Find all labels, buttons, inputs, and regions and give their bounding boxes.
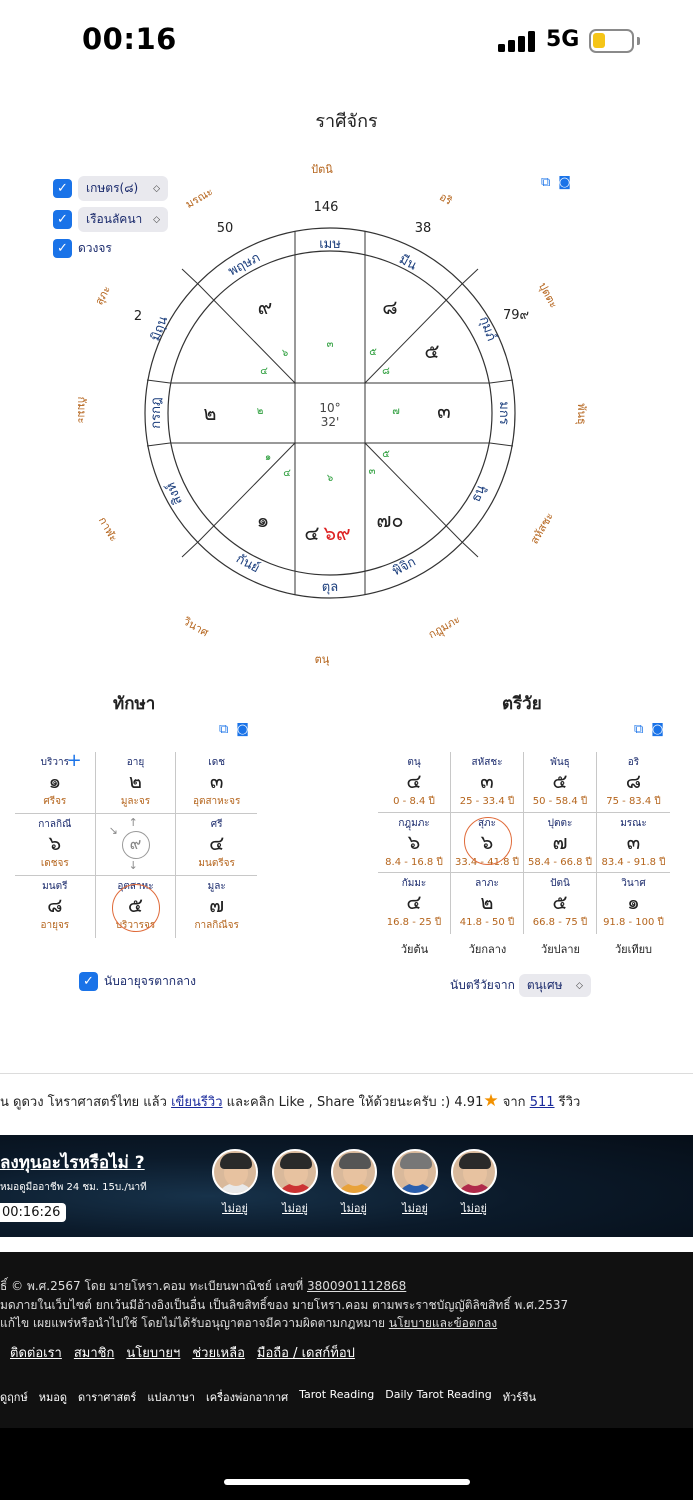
triwai-cell-num: ๑	[627, 890, 640, 915]
taksa-cell	[176, 876, 257, 938]
triwai-cell-sub: 41.8 - 50 ปี	[459, 917, 515, 929]
footer-nav-contact[interactable]: ติดต่อเรา	[10, 1346, 62, 1361]
banner-timer: 00:16:26	[0, 1203, 66, 1222]
outer-label-tanu: ตนุ	[314, 653, 330, 666]
triwai-cell-name: อริ	[627, 757, 640, 768]
plus-icon[interactable]: +	[66, 750, 82, 771]
taksa-cell-sub: บริวารจร	[115, 920, 156, 931]
green-num-2: ๖	[281, 348, 289, 359]
outer-label-kadumpha: กฎุมภะ	[426, 612, 463, 642]
avatar-status: ไม่อยู่	[461, 1202, 487, 1215]
green-num-12: ๕	[382, 449, 390, 460]
triwai-cell	[378, 873, 451, 934]
taksa-cell-name: มูละ	[207, 881, 226, 892]
sign-kanya: กันย์	[233, 551, 262, 577]
taksa-checkbox-row	[79, 972, 196, 991]
triwai-cell	[524, 752, 597, 813]
avatar-status: ไม่อยู่	[282, 1202, 308, 1215]
sign-kumph: กุมภ์	[475, 314, 499, 344]
fortune-teller-4[interactable]	[390, 1149, 440, 1217]
triwai-cell	[451, 813, 524, 874]
outer-number-5: 50	[216, 221, 234, 236]
outer-number-2: 38	[414, 221, 432, 236]
divider	[0, 1073, 693, 1074]
avatar	[272, 1149, 318, 1195]
triwai-count-row	[450, 974, 591, 997]
external-link-icon[interactable]: ⧉	[219, 722, 229, 737]
planet-right: ๓	[437, 399, 451, 423]
triwai-cell-name: ปัตนิ	[550, 878, 570, 890]
taksa-cell-sub: อายุจร	[40, 920, 70, 931]
fortune-teller-3[interactable]	[329, 1149, 379, 1217]
triwai-cell-name: กฎุมภะ	[398, 817, 430, 829]
triwai-cell-num: ๕	[552, 769, 568, 793]
review-text-post: รีวิว	[558, 1095, 581, 1110]
taksa-cell-num: ๙	[129, 834, 142, 853]
review-line	[0, 1091, 693, 1112]
triwai-title: ตรีวัย	[502, 694, 542, 714]
chevron-updown-icon: ◇	[575, 980, 583, 991]
planet-top-right-sub: ๕	[424, 339, 440, 363]
triwai-count-label: นับตรีวัยจาก	[450, 978, 515, 992]
outer-label-supha: สุภะ	[92, 283, 114, 308]
triwai-cell-name: ปุตตะ	[547, 817, 573, 829]
taksa-cell-num: ๘	[47, 893, 63, 917]
outer-label-pattani: ปัตนิ	[311, 163, 333, 176]
outer-number-1: 146	[313, 200, 339, 215]
triwai-cell-sub: 25 - 33.4 ปี	[459, 796, 515, 807]
checkbox-2[interactable]: ✓	[53, 210, 72, 229]
taksa-cell	[176, 752, 257, 814]
footer-links	[0, 1388, 536, 1406]
triwai-cell-sub: 33.4 - 41.8 ปี	[454, 856, 520, 868]
avatar-status: ไม่อยู่	[222, 1202, 248, 1215]
fortune-teller-2[interactable]	[270, 1149, 320, 1217]
footer	[0, 1252, 693, 1428]
triwai-cell-num: ๓	[480, 769, 494, 793]
green-num-5: ๘	[382, 366, 390, 377]
outer-label-marana: มรณะ	[183, 185, 216, 211]
footer-link[interactable]: ดูฤกษ์	[0, 1391, 28, 1404]
triwai-cell-name: สหัสชะ	[471, 757, 503, 768]
avatar-status: ไม่อยู่	[402, 1202, 428, 1215]
fortune-teller-1[interactable]	[210, 1149, 260, 1217]
sign-mithun: มิถุน	[148, 314, 172, 344]
footer-link[interactable]: ทัวร์จีน	[502, 1391, 536, 1404]
sign-singh: สิงห์	[163, 479, 186, 507]
review-rating: 4.91	[454, 1095, 484, 1110]
triwai-cell-num: ๖	[480, 829, 494, 854]
review-text-from: จาก	[502, 1095, 526, 1110]
rasi-chart	[0, 0, 693, 690]
taksa-cell-sub: ศรีจร	[43, 796, 67, 807]
taksa-cell-num: ๒	[128, 769, 143, 793]
outer-label-winat: วินาศ	[180, 614, 211, 640]
triwai-cell-num: ๔	[406, 890, 422, 915]
triwai-cell-num: ๗	[552, 829, 568, 854]
fortune-teller-5[interactable]	[449, 1149, 499, 1217]
footer-copyright-text: ธิ์ © พ.ศ.2567 โดย มายโหรา.คอม ทะเบียนพาณิชย์ เลขที่	[0, 1279, 304, 1293]
triwai-cell-num: ๒	[480, 890, 494, 915]
checkbox-3-label: ดวงจร	[78, 241, 112, 255]
checkbox-1[interactable]: ✓	[53, 179, 72, 198]
sign-pruksap: พฤษภ	[226, 250, 263, 280]
camera-icon[interactable]: ◙	[236, 722, 249, 737]
planet-top-left: ๙	[257, 295, 273, 319]
banner-subtitle: หมอดูมืออาชีพ 24 ชม. 15บ./นาที	[0, 1182, 147, 1193]
triwai-cell-name: ตนุ	[407, 757, 421, 768]
outer-label-kala: กาฬะ	[95, 514, 121, 544]
taksa-grid	[15, 752, 257, 938]
triwai-cell-sub: 8.4 - 16.8 ปี	[385, 856, 443, 868]
taksa-cell	[96, 752, 177, 814]
triwai-cell-sub: 50 - 58.4 ปี	[532, 796, 588, 807]
camera-icon[interactable]: ◙	[651, 722, 664, 737]
footer-nav-mobile[interactable]: มือถือ / เดสก์ท็อป	[256, 1346, 355, 1361]
sign-mesh: เมษ	[319, 237, 341, 252]
sign-meen: มีน	[396, 252, 419, 274]
green-num-6: ๒	[256, 406, 264, 417]
triwai-cell-name: กัมมะ	[401, 878, 427, 890]
green-num-4: ๕	[369, 347, 377, 358]
taksa-cell-num: ๔	[209, 831, 225, 855]
bottom-strip	[0, 1428, 693, 1500]
triwai-grid	[378, 752, 670, 934]
footer-license: มดภายในเว็บไซต์ ยกเว้นมีอ้างอิงเป็นอื่น เป็นลิขสิทธิ์ของ มายโหรา.คอม ตามพระราชบัญญัติลิขสิทธิ์ พ.ศ.2537	[0, 1298, 569, 1312]
taksa-cell-name: ศรี	[210, 819, 223, 830]
external-link-icon[interactable]: ⧉	[541, 175, 551, 190]
green-num-9: ๔	[283, 468, 291, 479]
fortune-teller-banner[interactable]	[0, 1135, 693, 1237]
taksa-checkbox[interactable]: ✓	[79, 972, 98, 991]
avatar-status: ไม่อยู่	[341, 1202, 367, 1215]
triwai-cell-name: สุภะ	[477, 817, 497, 829]
sign-karakot: กรกฎ	[149, 397, 164, 429]
taksa-cell-num: ๑	[48, 769, 62, 793]
footer-link[interactable]: เครื่องพ่อกอากาศ	[206, 1391, 289, 1404]
taksa-cell	[15, 876, 96, 938]
center-minute: 32'	[320, 415, 340, 429]
taksa-cell-name: อายุ	[126, 757, 145, 768]
taksa-tools	[219, 722, 249, 737]
chevron-updown-icon: ◇	[153, 214, 160, 225]
taksa-cell-sub: อุตสาหะจร	[192, 796, 241, 807]
footer-nav-help[interactable]: ช่วยเหลือ	[192, 1346, 245, 1361]
highlight-circle	[112, 884, 160, 932]
camera-icon[interactable]: ◙	[558, 175, 571, 190]
triwai-cell	[378, 813, 451, 874]
outer-label-kamma: กัมมะ	[75, 396, 88, 424]
taksa-cell-name: มนตรี	[42, 881, 68, 892]
triwai-cell	[524, 873, 597, 934]
triwai-cell-sub: 83.4 - 91.8 ปี	[601, 856, 666, 868]
triwai-cell-sub: 91.8 - 100 ปี	[603, 917, 664, 929]
taksa-cell	[15, 752, 96, 814]
triwai-column-label: วัยกลาง	[468, 943, 507, 956]
avatar	[212, 1149, 258, 1195]
footer-nav-policy[interactable]: นโยบายฯ	[126, 1346, 181, 1361]
star-icon: ★	[483, 1091, 499, 1111]
triwai-cell-num: ๓	[626, 829, 641, 854]
center-circle	[122, 831, 150, 859]
arrow-down-icon: ↓	[128, 859, 138, 872]
avatar	[331, 1149, 377, 1195]
triwai-cell-num: ๖	[407, 829, 421, 854]
triwai-column-label: วัยปลาย	[541, 943, 580, 956]
planet-bottom-center-a: ๔	[304, 521, 320, 545]
footer-terms	[0, 1314, 497, 1333]
review-text-mid: และคลิก Like , Share ให้ด้วยนะครับ :)	[226, 1095, 451, 1110]
taksa-cell-num: ๗	[209, 893, 225, 917]
planet-bottom-center-b: ๖๙	[323, 521, 351, 545]
avatar	[451, 1149, 497, 1195]
taksa-cell	[15, 814, 96, 876]
write-review-link[interactable]: เขียนรีวิว	[171, 1095, 223, 1110]
triwai-cell	[597, 813, 670, 874]
triwai-columns	[378, 940, 670, 958]
green-num-8: ๑	[264, 452, 272, 463]
taksa-cell-name: เดช	[208, 757, 225, 768]
footer-link[interactable]: Tarot Reading	[299, 1388, 375, 1401]
triwai-cell-sub: 75 - 83.4 ปี	[606, 796, 661, 807]
taksa-center-cell	[96, 814, 177, 876]
triwai-cell	[451, 873, 524, 934]
external-link-icon[interactable]: ⧉	[634, 722, 644, 737]
footer-terms-text: แก้ไข เผยแพร่หรือนำไปใช้ โดยไม่ได้รับอนุญาตอาจมีความผิดตามกฎหมาย	[0, 1316, 386, 1330]
taksa-cell-name: บริวาร	[40, 757, 69, 768]
footer-nav-member[interactable]: สมาชิก	[73, 1346, 115, 1361]
highlight-circle	[464, 817, 512, 865]
planet-bottom-left: ๑	[256, 508, 270, 532]
avatar	[392, 1149, 438, 1195]
footer-link[interactable]: แปลภาษา	[147, 1391, 195, 1404]
footer-link[interactable]: Daily Tarot Reading	[385, 1388, 492, 1401]
triwai-column-label: วัยเทียบ	[614, 943, 653, 956]
green-num-10: ๖	[326, 473, 334, 484]
planet-left: ๒	[203, 401, 217, 425]
triwai-tools	[634, 722, 664, 737]
triwai-cell	[378, 752, 451, 813]
triwai-cell	[524, 813, 597, 874]
taksa-cell-sub: มนตรีจร	[198, 858, 235, 869]
green-num-1: ๓	[326, 339, 334, 350]
footer-link[interactable]: หมอดู	[38, 1391, 67, 1404]
taksa-cell-sub: กาลกิณีจร	[194, 920, 239, 931]
triwai-cell-name: พันธุ	[550, 757, 570, 768]
banner-title[interactable]: ลงทุนอะไรหรือไม่ ?	[0, 1153, 145, 1173]
center-degree: 10°	[319, 401, 341, 415]
triwai-cell-num: ๘	[625, 769, 642, 793]
triwai-count-value: ตนุเศษ	[526, 978, 563, 992]
green-num-7: ๗	[392, 406, 400, 417]
outer-label-puttha: ปุตตะ	[535, 280, 561, 311]
status-time: 00:16	[82, 22, 177, 56]
triwai-cell-name: วินาศ	[621, 878, 646, 890]
triwai-cell-num: ๔	[406, 769, 422, 793]
planet-top-right: ๘	[382, 295, 398, 319]
planet-bottom-right: ๗๐	[376, 508, 404, 532]
chevron-updown-icon: ◇	[153, 183, 160, 194]
footer-policy-link[interactable]: นโยบายและข้อตกลง	[388, 1316, 498, 1330]
triwai-cell-sub: 0 - 8.4 ปี	[393, 796, 435, 807]
triwai-cell-sub: 66.8 - 75 ปี	[532, 917, 588, 929]
triwai-cell	[451, 752, 524, 813]
sign-pichik: พิจิก	[390, 554, 419, 580]
outer-number-4: 2	[133, 309, 143, 324]
arrow-diag-icon: ↘	[108, 824, 118, 837]
triwai-cell-name: มรณะ	[620, 817, 647, 829]
footer-nav	[10, 1342, 355, 1363]
outer-label-ari: อริ	[437, 190, 455, 208]
taksa-cell-sub: มูละจร	[120, 796, 151, 807]
taksa-cell	[176, 814, 257, 876]
taksa-cell-num: ๕	[127, 893, 144, 917]
triwai-count-select[interactable]	[519, 974, 591, 997]
footer-registration-link[interactable]: 3800901112868	[307, 1279, 407, 1293]
footer-copyright	[0, 1277, 406, 1296]
green-num-11: ๓	[368, 466, 376, 477]
triwai-cell-num: ๕	[552, 890, 568, 915]
taksa-checkbox-label: นับอายุจรตากลาง	[104, 974, 197, 988]
home-indicator[interactable]	[224, 1479, 470, 1485]
taksa-cell	[96, 876, 177, 938]
taksa-title: ทักษา	[113, 694, 156, 714]
taksa-cell-num: ๓	[209, 769, 224, 793]
triwai-cell	[597, 873, 670, 934]
checkbox-3[interactable]: ✓	[53, 239, 72, 258]
sign-thanu: ธนู	[468, 483, 489, 505]
triwai-column-label: วัยต้น	[400, 943, 429, 956]
triwai-cell-name: ลาภะ	[475, 878, 499, 890]
review-count-link[interactable]: 511	[529, 1095, 555, 1110]
rasi-title: ราศีจักร	[315, 111, 378, 132]
taksa-cell-name: กาลกิณี	[38, 819, 72, 830]
arrow-up-icon: ↑	[128, 816, 138, 829]
taksa-cell-num: ๖	[48, 831, 62, 855]
triwai-cell	[597, 752, 670, 813]
outer-label-sahatsacha: สหัสชะ	[527, 510, 557, 547]
footer-link[interactable]: ดาราศาสตร์	[77, 1391, 137, 1404]
sign-makon: มกร	[496, 401, 511, 425]
taksa-cell-name: อุตสาหะ	[117, 881, 154, 892]
green-num-3: ๔	[260, 366, 268, 377]
select-ruen-value: เรือนลัคนา	[86, 212, 143, 226]
outer-number-3: 79๙	[502, 308, 530, 323]
triwai-cell-sub: 16.8 - 25 ปี	[386, 917, 442, 929]
network-type: 5G	[546, 27, 580, 52]
outer-label-phanthu: พันธุ	[575, 403, 588, 425]
taksa-cell-sub: เดชจร	[40, 858, 69, 869]
select-kaset-value: เกษตร(๘)	[86, 181, 139, 195]
review-text-pre: น ดูดวง โหราศาสตร์ไทย แล้ว	[0, 1095, 167, 1110]
sign-tul: ตุล	[321, 580, 339, 595]
triwai-cell-sub: 58.4 - 66.8 ปี	[527, 856, 593, 868]
